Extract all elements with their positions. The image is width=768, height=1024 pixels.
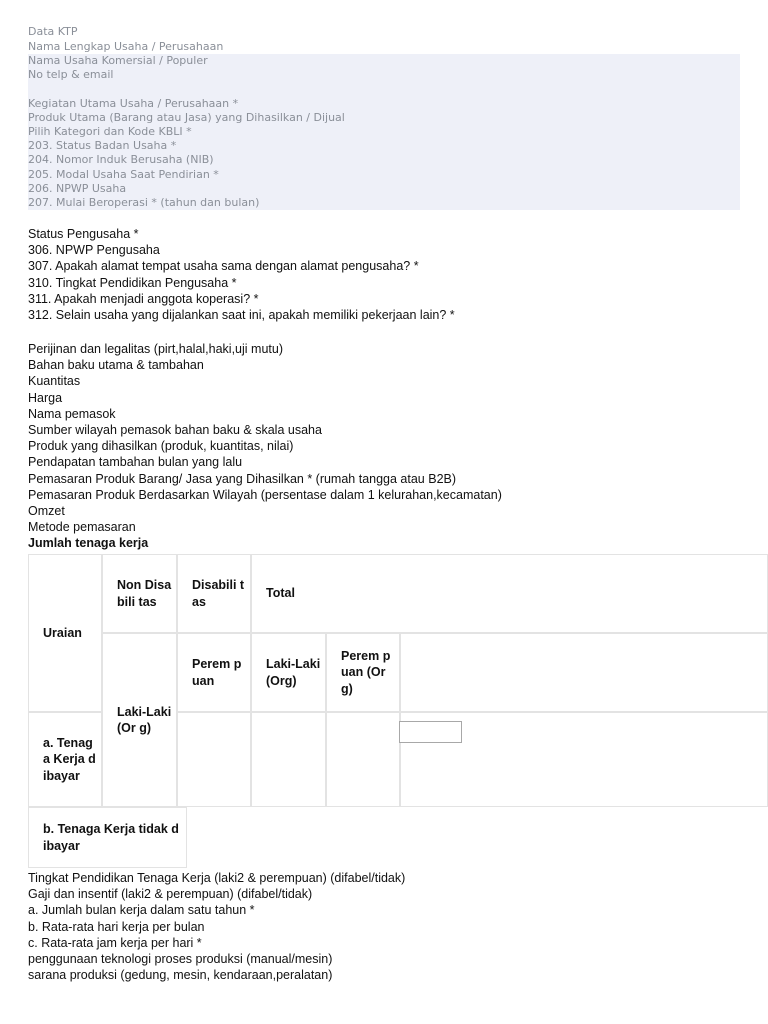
label-status-pengusaha: Status Pengusaha * (28, 227, 139, 241)
header-perempuan-org: Perem puan (Org) (326, 633, 400, 712)
operations-section (28, 341, 502, 551)
label-harga: Harga (28, 390, 63, 405)
label-kegiatan-utama: Kegiatan Utama Usaha / Perusahaan * (28, 96, 239, 110)
label-bulan-kerja: a. Jumlah bulan kerja dalam satu tahun * (28, 903, 255, 918)
label-alamat-sama: 307. Apakah alamat tempat usaha sama dengan alamat pengusaha? * (28, 259, 419, 274)
label-pekerjaan-lain: 312. Selain usaha yang dijalankan saat ini, apakah memiliki pekerjaan lain? * (28, 307, 455, 322)
small-input-box[interactable] (399, 721, 462, 743)
owner-section (28, 226, 455, 323)
label-metode-pemasaran: Metode pemasaran (28, 520, 136, 535)
workforce-table (28, 554, 768, 868)
label-pemasaran-produk: Pemasaran Produk Barang/ Jasa yang Dihasilkan * (rumah tangga atau B2B) (28, 471, 457, 486)
row-tenaga-kerja-dibayar: a. Tenaga Kerja dibayar (28, 712, 102, 807)
label-npwp-pengusaha: 306. NPWP Pengusaha (28, 243, 160, 258)
header-laki-laki-left: Laki-Laki(Or g) (102, 633, 177, 807)
label-pendapatan-tambahan: Pendapatan tambahan bulan yang lalu (28, 455, 243, 470)
table-title: Jumlah tenaga kerja (28, 536, 149, 551)
label-nib: 204. Nomor Induk Berusaha (NIB) (28, 153, 214, 167)
label-produk-dihasilkan: Produk yang dihasilkan (produk, kuantitas, nilai) (28, 439, 294, 454)
label-anggota-koperasi: 311. Apakah menjadi anggota koperasi? * (28, 291, 259, 306)
label-teknologi-produksi: penggunaan teknologi proses produksi (manual/mesin) (28, 951, 333, 966)
label-no-telp-email: No telp & email (28, 68, 114, 82)
header-perempuan: Perem puan (177, 633, 251, 712)
label-jam-kerja: c. Rata-rata jam kerja per hari * (28, 935, 202, 950)
label-kuantitas: Kuantitas (28, 374, 81, 389)
row-tenaga-kerja-tidak-dibayar: b. Tenaga Kerja tidak dibayar (28, 807, 187, 868)
label-sumber-wilayah: Sumber wilayah pemasok bahan baku & skala usaha (28, 422, 322, 437)
label-produk-utama: Produk Utama (Barang atau Jasa) yang Dihasilkan / Dijual (28, 110, 345, 124)
header-non-disabilitas: Non Disabili tas (102, 554, 177, 633)
label-mulai-beroperasi: 207. Mulai Beroperasi * (tahun dan bulan) (28, 196, 260, 209)
label-status-badan-usaha: 203. Status Badan Usaha * (28, 139, 177, 153)
label-bahan-baku: Bahan baku utama & tambahan (28, 358, 204, 373)
label-omzet: Omzet (28, 503, 65, 518)
label-nama-lengkap-usaha: Nama Lengkap Usaha / Perusahaan (28, 39, 224, 53)
label-nama-usaha-komersial: Nama Usaha Komersial / Populer (28, 54, 208, 67)
label-nama-pemasok: Nama pemasok (28, 406, 116, 421)
cell-paid-laki-laki-org (251, 712, 326, 807)
label-gaji-insentif: Gaji dan insentif (laki2 & perempuan) (difabel/tidak) (28, 887, 313, 902)
header-empty (400, 633, 768, 712)
label-pemasaran-wilayah: Pemasaran Produk Berdasarkan Wilayah (persentase dalam 1 kelurahan,kecamatan) (28, 487, 502, 502)
after-table-section (28, 870, 405, 983)
label-tingkat-pendidikan: 310. Tingkat Pendidikan Pengusaha * (28, 275, 237, 290)
header-disabilitas: Disabili tas (177, 554, 251, 633)
cell-paid-perempuan-org (326, 712, 400, 807)
label-perijinan: Perijinan dan legalitas (pirt,halal,haki,uji mutu) (28, 342, 283, 356)
label-hari-kerja: b. Rata-rata hari kerja per bulan (28, 919, 205, 934)
label-kategori-kbli: Pilih Kategori dan Kode KBLI * (28, 125, 192, 138)
label-pendidikan-tenaga-kerja: Tingkat Pendidikan Tenaga Kerja (laki2 & perempuan) (difabel/tidak) (28, 871, 406, 885)
header-total: Total (251, 554, 768, 633)
label-modal-usaha: 205. Modal Usaha Saat Pendirian * (28, 167, 219, 181)
header-laki-laki-org: Laki-Laki (Org) (251, 633, 326, 712)
label-sarana-produksi: sarana produksi (gedung, mesin, kendaraan,peralatan) (28, 968, 333, 983)
cell-paid-perempuan (177, 712, 251, 807)
label-data-ktp: Data KTP (28, 25, 78, 38)
label-npwp-usaha: 206. NPWP Usaha (28, 181, 127, 195)
header-uraian: Uraian (28, 554, 102, 712)
